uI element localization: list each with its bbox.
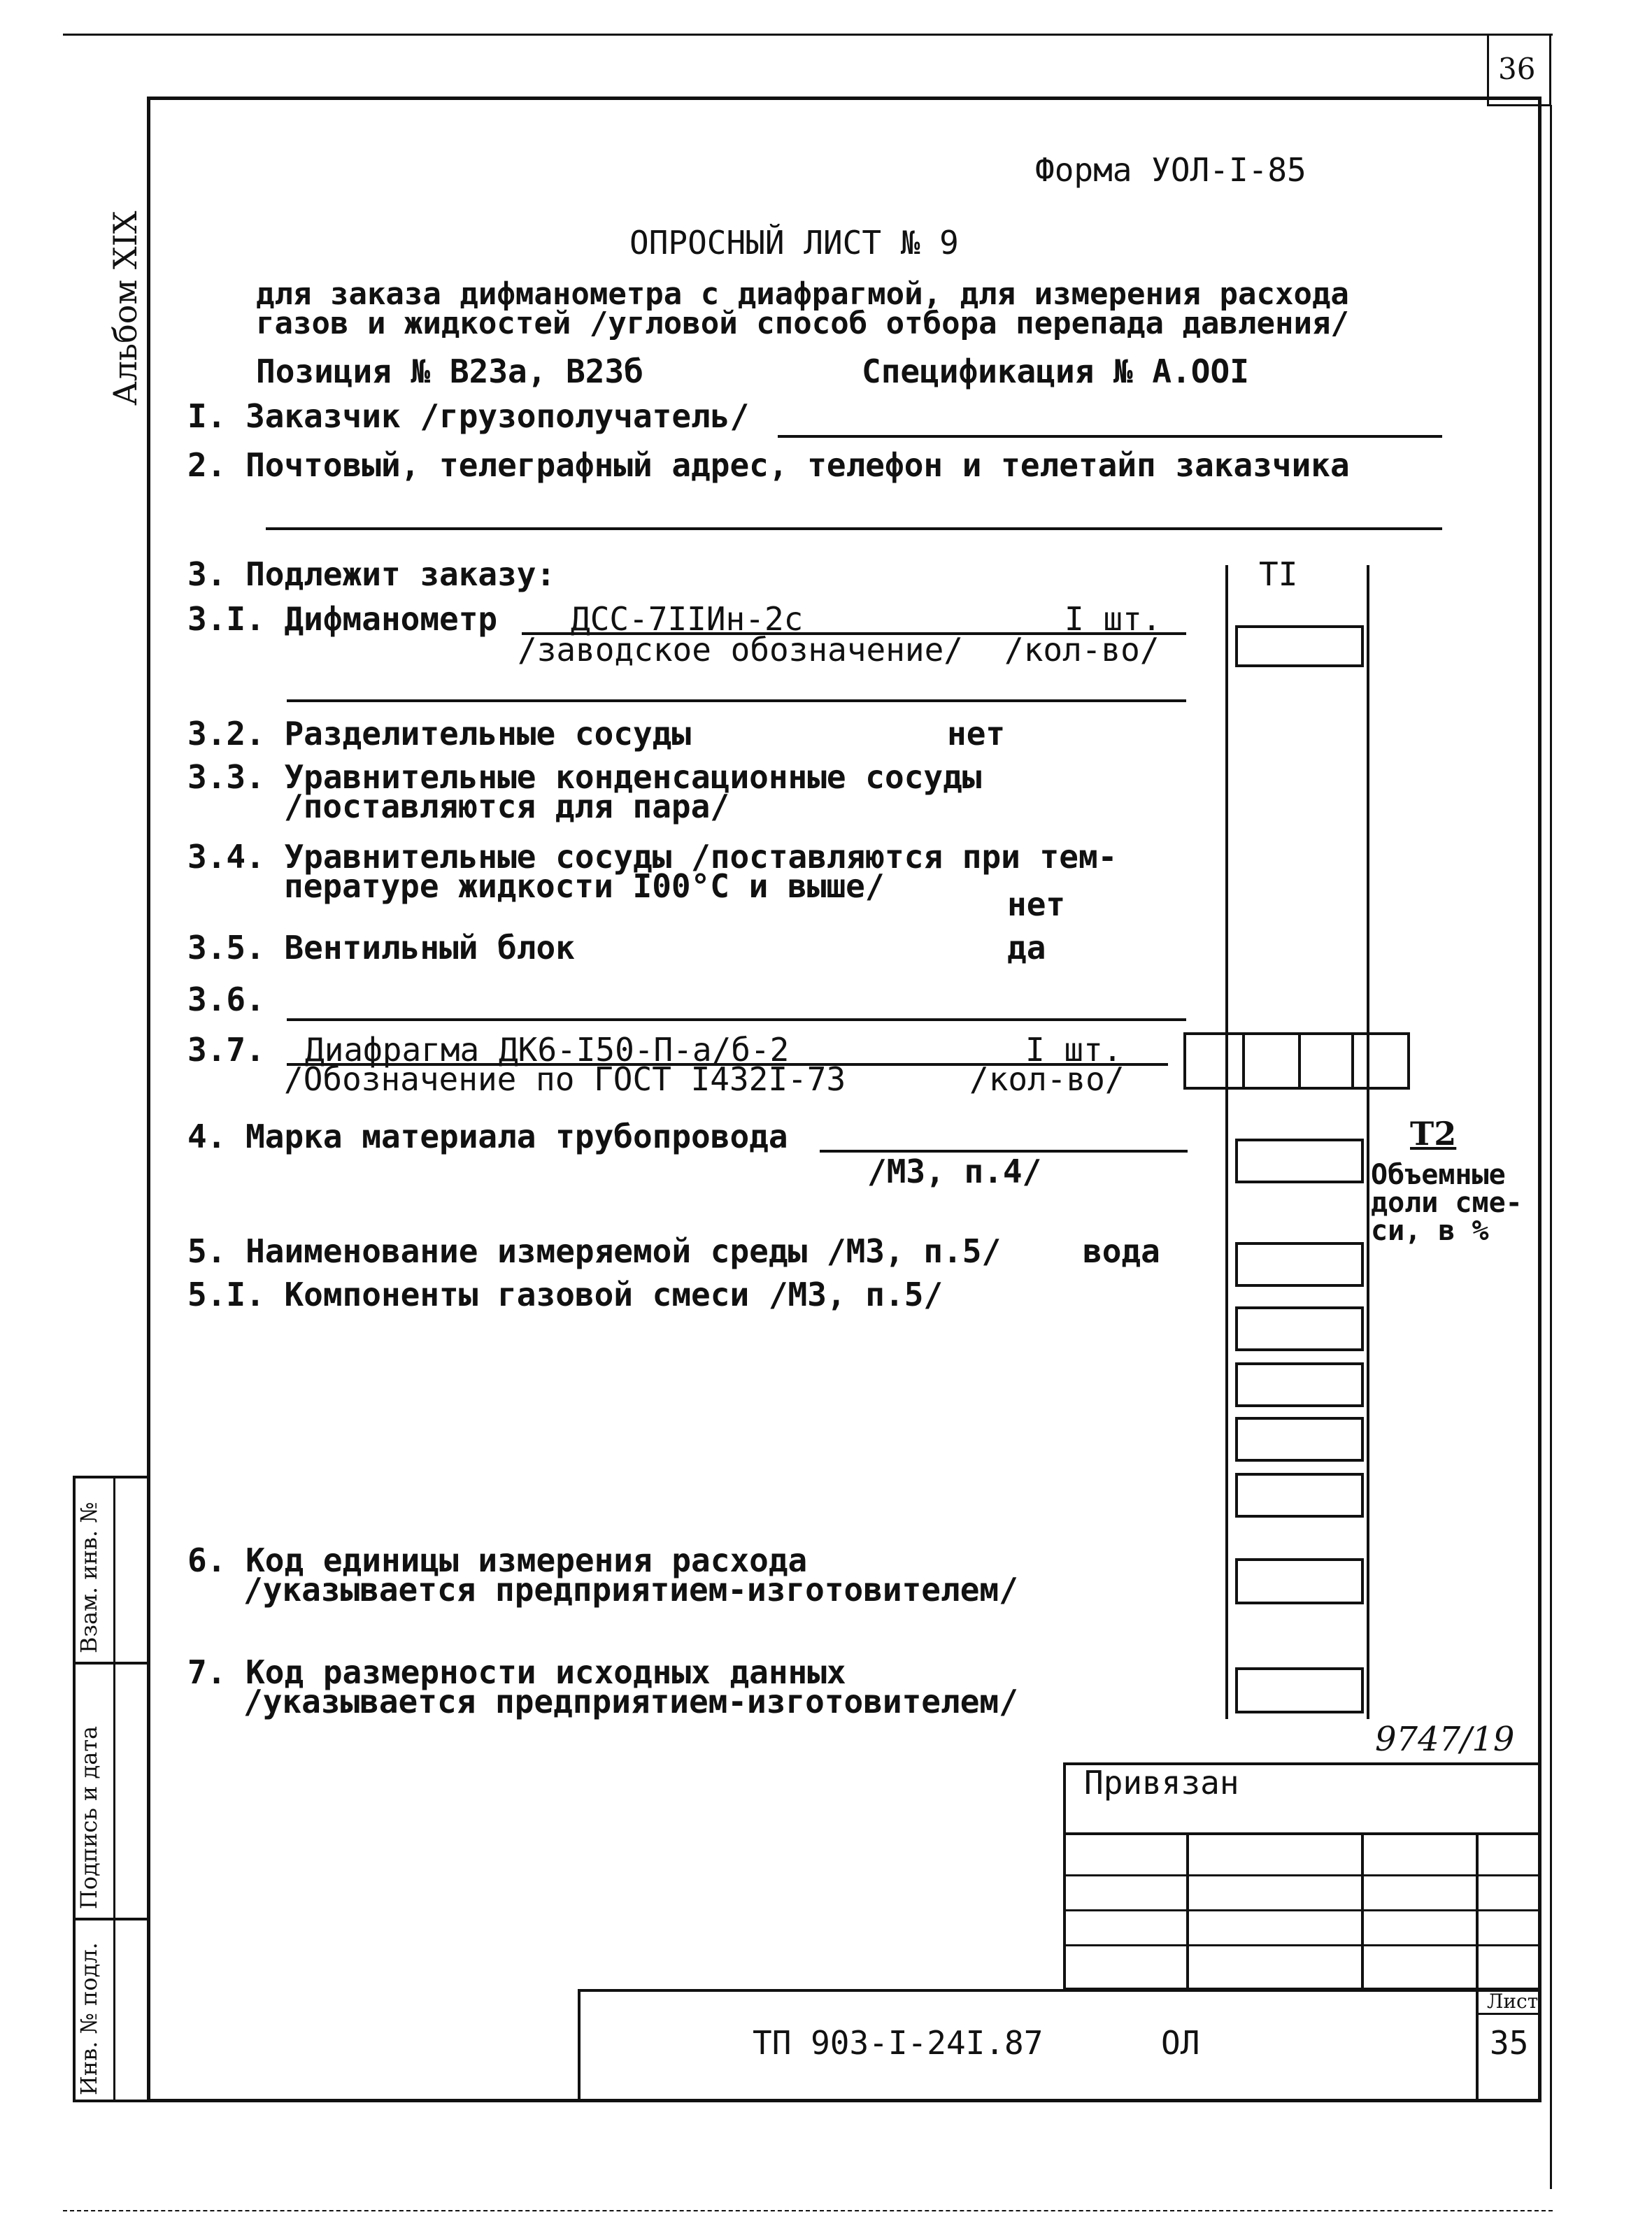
item-1-fill-line <box>778 435 1442 438</box>
t1-box-3-1 <box>1235 625 1364 667</box>
item-3-1-qty-note: /кол-во/ <box>1004 631 1160 669</box>
item-3-1-value: ДСС-7IIИн-2с <box>571 600 804 638</box>
item-3-3-line2: /поставляются для пара/ <box>284 787 729 825</box>
side-stamp-row2 <box>73 1918 150 1920</box>
item-3-7-qty: I шт. <box>1025 1031 1123 1069</box>
item-3-4-value: нет <box>1007 885 1066 923</box>
doc-code: ТП 903-I-24I.87 <box>753 2024 1044 2062</box>
t1-box-3-7-wide <box>1183 1032 1410 1090</box>
item-3-order: 3. Подлежит заказу: <box>187 555 556 593</box>
item-4-note: /МЗ, п.4/ <box>867 1153 1042 1190</box>
item-5-1-label: 5.I. Компоненты газовой смеси /МЗ, п.5/ <box>187 1276 944 1313</box>
item-3-1-qty: I шт. <box>1064 600 1162 638</box>
item-3-1-note: /заводское обозначение/ <box>518 631 963 669</box>
specification: Спецификация № А.ООI <box>862 352 1249 390</box>
title-block-top <box>578 1989 1541 1992</box>
item-6-line1: 6. Код единицы измерения расхода <box>187 1541 808 1579</box>
item-7-line2: /указывается предприятием-изготовителем/ <box>243 1683 1018 1720</box>
item-3-3-line1: 3.3. Уравнительные конденсационные сосуды <box>187 758 982 796</box>
item-3-4-line2: пературе жидкости I00°С и выше/ <box>284 867 885 905</box>
column-t2-header: T2 <box>1410 1115 1457 1153</box>
subtitle-line1: для заказа дифманометра с диафрагмой, для измерения расхода <box>256 276 1349 312</box>
item-3-6-label: 3.6. <box>187 981 265 1018</box>
item-1-customer: I. Заказчик /грузополучатель/ <box>187 397 750 435</box>
side-sign-date: Подпись и дата <box>76 1725 102 1909</box>
sheet-number: 35 <box>1490 2024 1529 2062</box>
sheet-cell-divider <box>1476 2013 1541 2015</box>
title-block-left <box>578 1989 581 2102</box>
t1-box-6 <box>1235 1558 1364 1604</box>
handwritten-number: 9747/19 <box>1375 1720 1515 1759</box>
doc-type: ОЛ <box>1161 2024 1200 2062</box>
attached-row-line3 <box>1063 1909 1541 1911</box>
attached-row-line4 <box>1063 1944 1541 1946</box>
attached-label: Привязан <box>1084 1764 1239 1802</box>
t1-box-5-1-c <box>1235 1417 1364 1462</box>
corner-number: 36 <box>1498 52 1536 86</box>
side-stamp-inner-line <box>113 1476 115 2102</box>
item-3-2-label: 3.2. Разделительные сосуды <box>187 715 692 753</box>
item-3-1-extra-line <box>287 699 1186 702</box>
t2-caption-line3: си, в % <box>1371 1215 1489 1247</box>
outer-right-line <box>1550 105 1552 2189</box>
item-5-value: вода <box>1083 1232 1160 1270</box>
item-7-line1: 7. Код размерности исходных данных <box>187 1653 846 1691</box>
t1-box-5-1-b <box>1235 1362 1364 1407</box>
t1-box-4 <box>1235 1139 1364 1183</box>
page-title: ОПРОСНЫЙ ЛИСТ № 9 <box>629 224 959 262</box>
item-3-7-label: 3.7. <box>187 1031 265 1069</box>
album-label: Альбом XIX <box>106 211 144 406</box>
t1-box-3-7-div2 <box>1298 1032 1301 1090</box>
item-6-line2: /указывается предприятием-изготовителем/ <box>243 1571 1018 1609</box>
subtitle-line2: газов и жидкостей /угловой способ отбора перепада давления/ <box>256 306 1349 341</box>
item-3-7-qty-note: /кол-во/ <box>969 1060 1125 1098</box>
t1-box-5-1-a <box>1235 1306 1364 1351</box>
t1-column-left <box>1225 565 1228 1719</box>
item-3-5-value: да <box>1007 929 1046 967</box>
t1-column-right <box>1367 565 1369 1719</box>
t1-box-5 <box>1235 1242 1364 1287</box>
attached-row-line1 <box>1063 1832 1541 1835</box>
sheet-label: Лист <box>1487 1990 1539 2013</box>
item-3-7-value: Диафрагма ДК6-I50-П-а/б-2 <box>305 1031 790 1069</box>
item-4-label: 4. Марка материала трубопровода <box>187 1118 788 1155</box>
t1-box-3-7-div3 <box>1351 1032 1354 1090</box>
item-2-fill-line <box>266 527 1442 530</box>
position: Позиция № В23а, В23б <box>256 352 643 390</box>
sheet-cell-left <box>1476 1989 1479 2102</box>
side-inv-replaced: Взам. инв. № <box>76 1502 102 1653</box>
side-inv-original: Инв. № подл. <box>76 1942 102 2095</box>
item-3-7-note: /Обозначение по ГОСТ I432I-73 <box>284 1060 846 1098</box>
item-3-1-label: 3.I. Дифманометр <box>187 600 498 638</box>
item-5-label: 5. Наименование измеряемой среды /МЗ, п.5/ <box>187 1232 1002 1270</box>
t2-caption-line2: доли сме- <box>1371 1187 1523 1219</box>
item-3-6-line <box>287 1018 1186 1021</box>
side-stamp-row1 <box>73 1662 150 1665</box>
column-t1-header: TI <box>1259 555 1298 593</box>
attached-col-3 <box>1476 1832 1479 1990</box>
attached-col-1 <box>1186 1832 1189 1990</box>
outer-bottom-line <box>63 2210 1553 2211</box>
item-3-4-line1: 3.4. Уравнительные сосуды /поставляются при тем- <box>187 838 1118 876</box>
item-3-2-value: нет <box>947 715 1006 753</box>
attached-col-2 <box>1361 1832 1364 1990</box>
form-code: Форма УОЛ-I-85 <box>1035 151 1306 189</box>
t1-box-5-1-d <box>1235 1473 1364 1518</box>
item-3-5-label: 3.5. Вентильный блок <box>187 929 575 967</box>
attached-row-line2 <box>1063 1874 1541 1876</box>
t2-caption-line1: Объемные <box>1371 1159 1506 1191</box>
t1-box-7 <box>1235 1667 1364 1713</box>
t1-box-3-7-div1 <box>1242 1032 1245 1090</box>
item-2-address: 2. Почтовый, телеграфный адрес, телефон и телетайп заказчика <box>187 446 1350 484</box>
outer-top-line <box>63 34 1553 36</box>
